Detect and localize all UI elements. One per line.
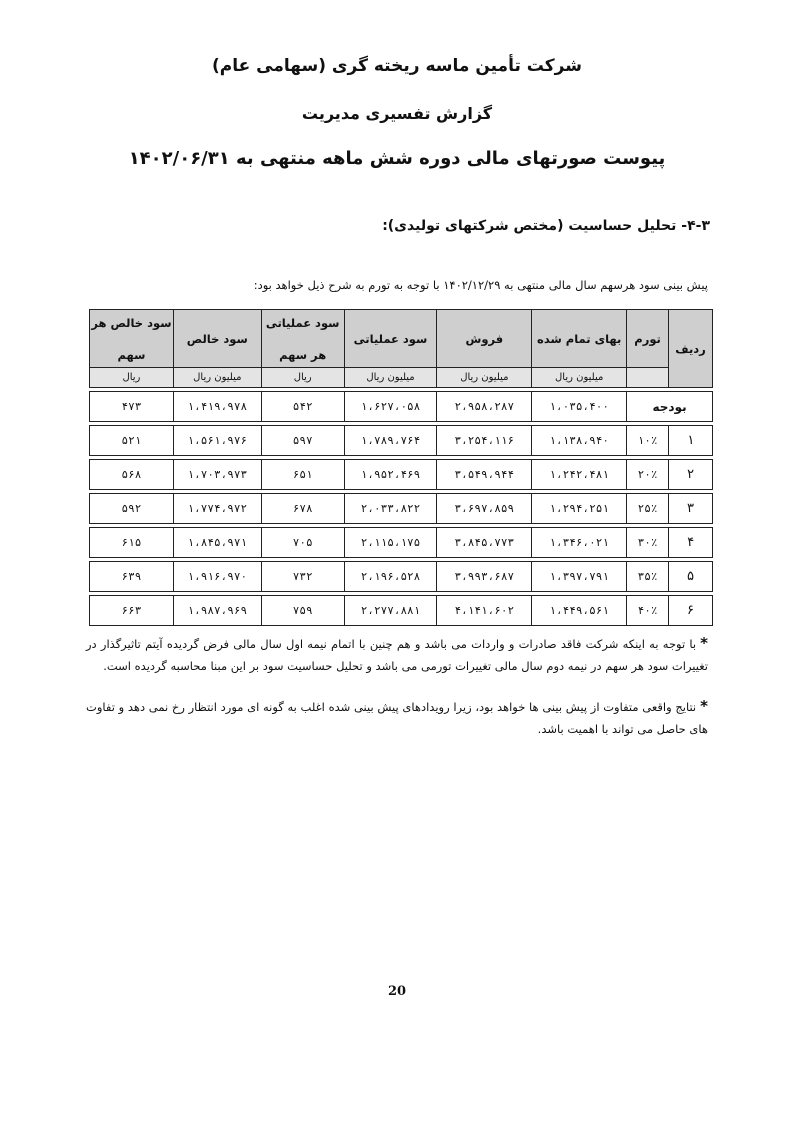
note-2 — [86, 695, 708, 740]
table-row-budget — [90, 392, 713, 422]
budget-label: بودجه — [627, 392, 713, 422]
table-row — [90, 460, 713, 490]
header-net-eps-line2: سهم — [117, 347, 146, 362]
cell-net-eps: ۶۶۳ — [90, 596, 174, 626]
cell-op-eps: ۷۳۲ — [261, 562, 344, 592]
cell-op-profit: ۱،۹۵۲،۴۶۹ — [344, 460, 437, 490]
sensitivity-table — [89, 309, 713, 626]
note-text: با توجه به اینکه شرکت فاقد صادرات و واردات می باشد و هم چنین با اتمام نیمه اول سال مالی فرض گردیده آیتم تاثیرگذار در تغییرات سود هر سهم در نیمه دوم سال مالی تغییرات تورمی می باشد و تحلیل حساسیت سود بر این مبنا محاسبه گردیده است. — [86, 637, 708, 673]
cell-net-eps: ۵۲۱ — [90, 426, 174, 456]
header-cogs: بهای تمام شده — [532, 310, 627, 368]
unit-inflation — [627, 368, 669, 388]
cell-row: ۴ — [669, 528, 713, 558]
note-marker: * — [700, 697, 708, 715]
page-number: 20 — [387, 984, 407, 999]
cell-row: ۲ — [669, 460, 713, 490]
cell-sales: ۳،۲۵۴،۱۱۶ — [437, 426, 532, 456]
cell-op-profit: ۲،۱۹۶،۵۲۸ — [344, 562, 437, 592]
note-1 — [86, 632, 708, 677]
cell-inflation: ۱۰٪ — [627, 426, 669, 456]
cell-row: ۱ — [669, 426, 713, 456]
cell-inflation: ۲۵٪ — [627, 494, 669, 524]
cell-net-eps: ۴۷۳ — [90, 392, 174, 422]
unit-op-eps: ریال — [261, 368, 344, 388]
header-sales: فروش — [437, 310, 532, 368]
table-row — [90, 528, 713, 558]
header-op-eps — [261, 310, 344, 368]
cell-op-profit: ۲،۱۱۵،۱۷۵ — [344, 528, 437, 558]
table-row — [90, 562, 713, 592]
cell-inflation: ۴۰٪ — [627, 596, 669, 626]
header-row: ردیف — [669, 310, 713, 388]
cell-net-eps: ۵۹۲ — [90, 494, 174, 524]
unit-sales: میلیون ریال — [437, 368, 532, 388]
cell-op-eps: ۶۵۱ — [261, 460, 344, 490]
cell-op-profit: ۲،۰۳۳،۸۲۲ — [344, 494, 437, 524]
header-net-eps — [90, 310, 174, 368]
unit-net-eps: ریال — [90, 368, 174, 388]
report-title: گزارش تفسیری مدیریت — [301, 104, 493, 123]
cell-op-profit: ۱،۷۸۹،۷۶۴ — [344, 426, 437, 456]
note-marker: * — [700, 634, 708, 652]
cell-op-eps: ۷۵۹ — [261, 596, 344, 626]
appendix-title: پیوست صورتهای مالی دوره شش ماهه منتهی به ۱۴۰۲/۰۶/۳۱ — [128, 148, 666, 169]
cell-net-profit: ۱،۷۷۴،۹۷۲ — [173, 494, 261, 524]
cell-cogs: ۱،۰۳۵،۴۰۰ — [532, 392, 627, 422]
cell-sales: ۳،۸۴۵،۷۷۳ — [437, 528, 532, 558]
company-title: شرکت تأمین ماسه ریخته گری (سهامی عام) — [212, 56, 582, 76]
cell-net-profit: ۱،۹۱۶،۹۷۰ — [173, 562, 261, 592]
cell-inflation: ۳۰٪ — [627, 528, 669, 558]
cell-sales: ۳،۵۴۹،۹۴۴ — [437, 460, 532, 490]
table-row — [90, 426, 713, 456]
cell-cogs: ۱،۳۴۶،۰۲۱ — [532, 528, 627, 558]
table-row — [90, 494, 713, 524]
cell-cogs: ۱،۱۳۸،۹۴۰ — [532, 426, 627, 456]
unit-cogs: میلیون ریال — [532, 368, 627, 388]
header-op-profit: سود عملیاتی — [344, 310, 437, 368]
header-net-eps-line1: سود خالص هر — [91, 315, 172, 330]
header-net-profit: سود خالص — [173, 310, 261, 368]
cell-sales: ۳،۹۹۳،۶۸۷ — [437, 562, 532, 592]
unit-net-profit: میلیون ریال — [173, 368, 261, 388]
cell-net-profit: ۱،۴۱۹،۹۷۸ — [173, 392, 261, 422]
cell-inflation: ۲۰٪ — [627, 460, 669, 490]
unit-op-profit: میلیون ریال — [344, 368, 437, 388]
cell-net-eps: ۵۶۸ — [90, 460, 174, 490]
cell-sales: ۴،۱۴۱،۶۰۲ — [437, 596, 532, 626]
cell-cogs: ۱،۳۹۷،۷۹۱ — [532, 562, 627, 592]
header-inflation: تورم — [627, 310, 669, 368]
cell-row: ۳ — [669, 494, 713, 524]
cell-cogs: ۱،۲۹۴،۲۵۱ — [532, 494, 627, 524]
cell-net-profit: ۱،۹۸۷،۹۶۹ — [173, 596, 261, 626]
cell-cogs: ۱،۲۴۲،۴۸۱ — [532, 460, 627, 490]
cell-sales: ۳،۶۹۷،۸۵۹ — [437, 494, 532, 524]
cell-row: ۶ — [669, 596, 713, 626]
cell-op-profit: ۱،۶۲۷،۰۵۸ — [344, 392, 437, 422]
cell-net-eps: ۶۱۵ — [90, 528, 174, 558]
cell-op-eps: ۵۴۲ — [261, 392, 344, 422]
header-op-eps-line2: هر سهم — [279, 347, 327, 362]
cell-sales: ۲،۹۵۸،۲۸۷ — [437, 392, 532, 422]
cell-row: ۵ — [669, 562, 713, 592]
cell-op-profit: ۲،۲۷۷،۸۸۱ — [344, 596, 437, 626]
header-op-eps-line1: سود عملیاتی — [265, 315, 340, 330]
note-text: نتایج واقعی متفاوت از پیش بینی ها خواهد بود، زیرا رویدادهای پیش بینی شده اغلب به گونه ای مورد انتظار رخ نمی دهد و تفاوت های حاصل می تواند با اهمیت باشد. — [86, 700, 708, 736]
cell-net-profit: ۱،۵۶۱،۹۷۶ — [173, 426, 261, 456]
section-intro: پیش بینی سود هرسهم سال مالی منتهی به ۱۴۰۲/۱۲/۲۹ با توجه به تورم به شرح ذیل خواهد بود: — [253, 278, 708, 292]
cell-op-eps: ۵۹۷ — [261, 426, 344, 456]
table-row — [90, 596, 713, 626]
cell-inflation: ۳۵٪ — [627, 562, 669, 592]
section-heading: ۴-۳- تحلیل حساسیت (مختص شرکتهای تولیدی): — [382, 218, 710, 234]
cell-op-eps: ۷۰۵ — [261, 528, 344, 558]
cell-net-profit: ۱،۷۰۳،۹۷۳ — [173, 460, 261, 490]
cell-cogs: ۱،۴۴۹،۵۶۱ — [532, 596, 627, 626]
cell-net-profit: ۱،۸۴۵،۹۷۱ — [173, 528, 261, 558]
cell-net-eps: ۶۳۹ — [90, 562, 174, 592]
cell-op-eps: ۶۷۸ — [261, 494, 344, 524]
